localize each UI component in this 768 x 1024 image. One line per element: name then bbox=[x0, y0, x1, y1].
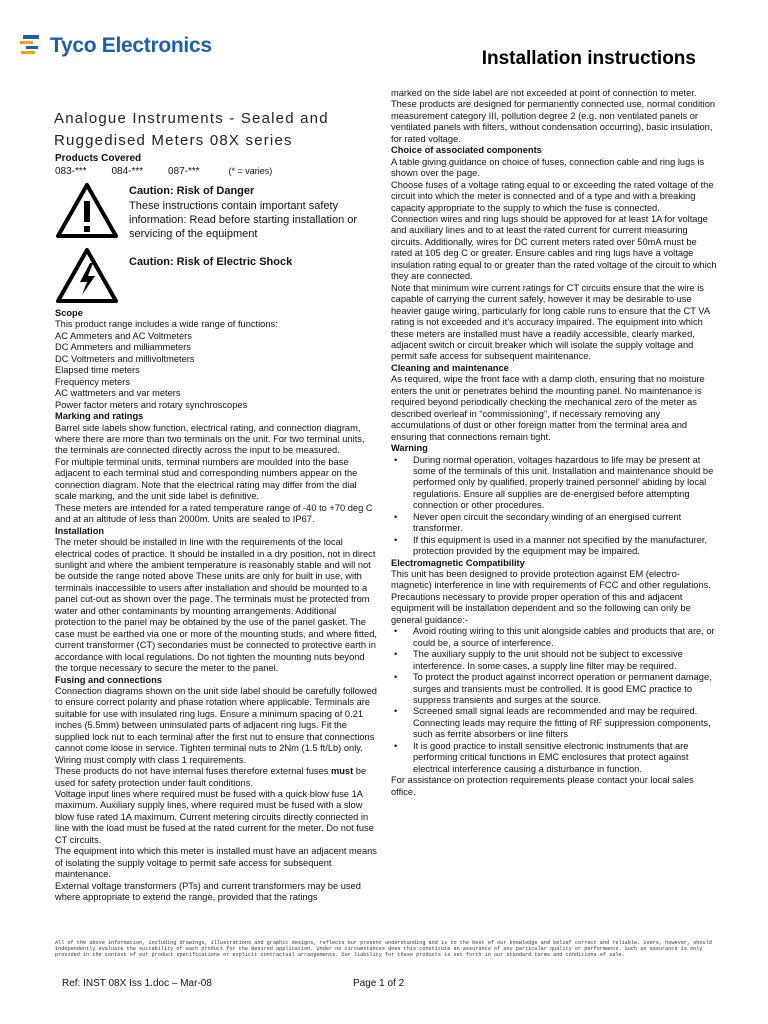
list-item: • Never open circuit the secondary winding of an energised current transformer. bbox=[391, 512, 717, 535]
caution-shock-title: Caution: Risk of Electric Shock bbox=[129, 256, 293, 268]
document-type-heading: Installation instructions bbox=[481, 48, 696, 69]
section-heading: Choice of associated components bbox=[391, 145, 542, 156]
emphasis-text: must bbox=[330, 766, 354, 777]
paragraph: Connection wires and ring lugs should be approved for at least 1A for voltage and auxiliary lines and to at least the rated current for current measuring circuits. Additionally, wires for DC current meters rated over 50mA must be rated at 105 deg C or greater. Ensure cables and ring lugs have a voltage insulation rating equal to or greater than the rated voltage of the circuit to which they are connected. bbox=[391, 213, 717, 282]
paragraph: Note that minimum wire current ratings for CT circuits ensure that the wire is capable of carrying the current safely, however it may be desirable to use heavier gauge wiring, particularly for long cable runs to ensure that the CT VA rating is not exceeded and it’s accuracy impaired. The equipment into which these meters are installed must have a readily accessible, clearly marked, adjacent switch or circuit breaker which will isolate the supply voltage and permit safe access for subsequent maintenance. bbox=[391, 282, 710, 362]
legal-disclaimer: All of the above information, including drawings, illustrations and graphic designs, reflects our present understanding and is to the best of our knowledge and belief correct and reliable. Users, however, should independently evaluate the suitability of each product for the desired application. Under no circumstances does this constitute an assurance of any particular quality or performance. Such an assurance is only provided in the context of our product specifications or explicit contractual arrangements. Our liability for these products is set forth in our standard terms and conditions of sale. bbox=[55, 940, 712, 959]
document-reference: Ref: INST 08X Iss 1.doc – Mar-08 bbox=[62, 978, 212, 989]
paragraph: Frequency meters bbox=[55, 376, 130, 387]
list-item: • It is good practice to install sensitive electronic instruments that are performing critical functions in EMC enclosures that protect against electrical interference causing a disturbance in function. bbox=[391, 741, 717, 775]
bullet-list bbox=[391, 455, 717, 558]
tyco-logo bbox=[18, 34, 212, 58]
paragraph: This unit has been designed to provide protection against EM (electro-magnetic) interference in line with requirements of FCC and other regulations. Precautions necessary to provide proper operation of this and adjacent equipment will be installation dependent and so the following can only be general guidance:- bbox=[391, 569, 711, 625]
paragraph: For multiple terminal units, terminal numbers are moulded into the base adjacent to each terminal stud and corresponding numbers appear on the connection diagram. Note that the electrical rating may differ from the dial scale marking, and the unit side label is definitive. bbox=[55, 456, 358, 502]
paragraph: DC Voltmeters and millivoltmeters bbox=[55, 353, 195, 364]
paragraph: These meters are intended for a rated temperature range of -40 to +70 deg C and at an altitude of less than 2000m. Units are sealed to IP67. bbox=[55, 502, 373, 525]
list-item: • To protect the product against incorrect operation or permanent damage, surges and transients must be controlled. It is good EMC practice to suppress transients and surges at the source. bbox=[391, 672, 717, 706]
danger-warning-icon bbox=[55, 182, 119, 239]
product-code: 087-*** bbox=[167, 166, 200, 177]
list-item: • If this equipment is used in a manner not specified by the manufacturer, protection provided by the equipment may be impaired. bbox=[391, 535, 717, 558]
section-heading: Warning bbox=[391, 443, 428, 454]
paragraph: This product range includes a wide range of functions: bbox=[55, 319, 278, 330]
paragraph: For assistance on protection requirements please contact your local sales office. bbox=[391, 775, 694, 797]
paragraph: Choose fuses of a voltage rating equal to or exceeding the rated voltage of the circuit into which the meter is connected and of a type and with a breaking capacity appropriate to the supply to which the fuse is connected. bbox=[391, 179, 714, 213]
section-heading: Installation bbox=[55, 525, 105, 536]
electric-shock-icon bbox=[55, 247, 119, 304]
paragraph-text: These products do not have internal fuses therefore external fuses bbox=[55, 766, 331, 777]
paragraph: DC Ammeters and milliammeters bbox=[55, 342, 191, 353]
right-text-column bbox=[391, 88, 717, 798]
bullet-list bbox=[391, 626, 717, 775]
section-heading: Cleaning and maintenance bbox=[391, 362, 509, 373]
section-heading: Scope bbox=[55, 308, 83, 318]
list-item: • The auxiliary supply to the unit should not be subject to excessive interference. In some cases, a supply line filter may be required. bbox=[391, 649, 717, 672]
product-code: 084-*** bbox=[111, 166, 144, 177]
document-title: Analogue Instruments - Sealed and Ruggedised Meters 08X series bbox=[54, 110, 329, 149]
brand-name: Tyco Electronics bbox=[50, 34, 212, 57]
page-number: Page 1 of 2 bbox=[353, 978, 405, 989]
paragraph bbox=[55, 766, 378, 789]
paragraph: External voltage transformers (PTs) and current transformers may be used where appropriate to extend the range, provided that the ratings bbox=[55, 880, 361, 903]
paragraph: Voltage input lines where required must be fused with a quick blow fuse 1A maximum. Auxiliary supply lines, where required must be fused with a slow blow fuse rated 1A maximum. Current metering circuits directly connected in line with the load must be fused at the rated current for the meter. Do not fuse CT circuits. bbox=[55, 789, 374, 845]
tyco-logo-mark-icon bbox=[18, 34, 44, 58]
paragraph: Power factor meters and rotary synchroscopes bbox=[55, 399, 248, 410]
paragraph: As required, wipe the front face with a damp cloth, ensuring that no moisture enters the unit or penetrates behind the mounting panel. No maintenance is required beyond periodically checking the mechanical zero of the meter as described overleaf in “commissioning”, if necessary removing any accumulations of dust or other foreign matter from the terminal area and ensuring that connections remain tight. bbox=[391, 374, 705, 442]
paragraph-text: be used for safety protection under fault conditions. bbox=[55, 766, 367, 788]
section-heading: Fusing and connections bbox=[55, 674, 162, 685]
list-item: • Avoid routing wiring to this unit alongside cables and products that are, or could be, a source of interference. bbox=[391, 626, 717, 649]
paragraph: The equipment into which this meter is installed must have an adjacent means of isolating the supply voltage to permit safe access for subsequent maintenance. bbox=[55, 846, 377, 880]
paragraph: Connection diagrams shown on the unit side label should be carefully followed to ensure correct polarity and phase rotation where applicable. Terminals are suitable for use with insulated ring lugs. Ensure a minimum spacing of 0.21 inches (5.5mm) between uninsulated parts of adjacent ring lugs. Fit the supplied lock nut to each terminal after the first nut to ensure that connections cannot come loose in service. Tighten terminal nuts to 2Nm (1.5 ft/Lb) only. Wiring must comply with class 1 requirements. bbox=[55, 685, 377, 765]
product-codes bbox=[55, 166, 294, 177]
section-heading: Electromagnetic Compatibility bbox=[391, 557, 525, 568]
list-item: • During normal operation, voltages hazardous to life may be present at some of the terminals of this unit. Installation and maintenance should be performed only by qualified, properly trained personnel’ abiding by local regulations. Ensure all supplies are de-energised before attempting connection or other procedures. bbox=[391, 455, 717, 512]
product-code: 083-*** bbox=[55, 166, 87, 177]
paragraph: Barrel side labels show function, electrical rating, and connection diagram, where there are more than two terminals on the unit. For two terminal units, the terminals are connected directly across the input to be measured. bbox=[55, 422, 365, 456]
paragraph: AC wattmeters and var meters bbox=[55, 388, 181, 399]
paragraph: AC Ammeters and AC Voltmeters bbox=[55, 330, 192, 341]
left-text-column bbox=[55, 308, 378, 904]
section-heading: Marking and ratings bbox=[55, 411, 144, 422]
list-item: • Screened small signal leads are recommended and may be required. Connecting leads may require the fitting of RF suppression components, such as ferrite absorbers or line filters bbox=[391, 706, 717, 740]
caution-danger-body: These instructions contain important safety information: Read before starting installation or servicing of the equipment bbox=[129, 200, 358, 240]
caution-danger-title: Caution: Risk of Danger bbox=[129, 185, 255, 197]
paragraph: The meter should be installed in line with the requirements of the local electrical codes of practice. It should be installed in a dry position, not in direct sunlight and where the ambient temperature is reasonably stable and will not be outside the range noted above These units are only for built in use, with terminals inaccessible to users after installation and should be mounted to a panel cut-out as shown over the page. The terminals must be protected from water and other contaminants by mounting arrangements. Additional protection to the panel may be obtained by the use of the panel gasket. The case must be earthed via one or more of the mounting studs, and where fitted, current transformer (CT) secondaries must be connected to protective earth in accordance with local regulations. Do not tighten the mounting nuts beyond the torque necessary to secure the meter to the panel. bbox=[55, 537, 377, 674]
paragraph: marked on the side label are not exceeded at point of connection to meter. These products are designed for permanently connected use, normal condition measurement category III, pollution degree 2 (e.g. non ventilated panels or ventilated panels with filters, without condensation occurring), basic insulation, for rated voltage. bbox=[391, 88, 716, 144]
varies-note: (* = varies) bbox=[228, 166, 273, 176]
paragraph: Elapsed time meters bbox=[55, 365, 140, 376]
paragraph: A table giving guidance on choice of fuses, connection cable and ring lugs is shown over the page. bbox=[391, 156, 705, 179]
products-covered-label: Products Covered bbox=[55, 153, 142, 164]
